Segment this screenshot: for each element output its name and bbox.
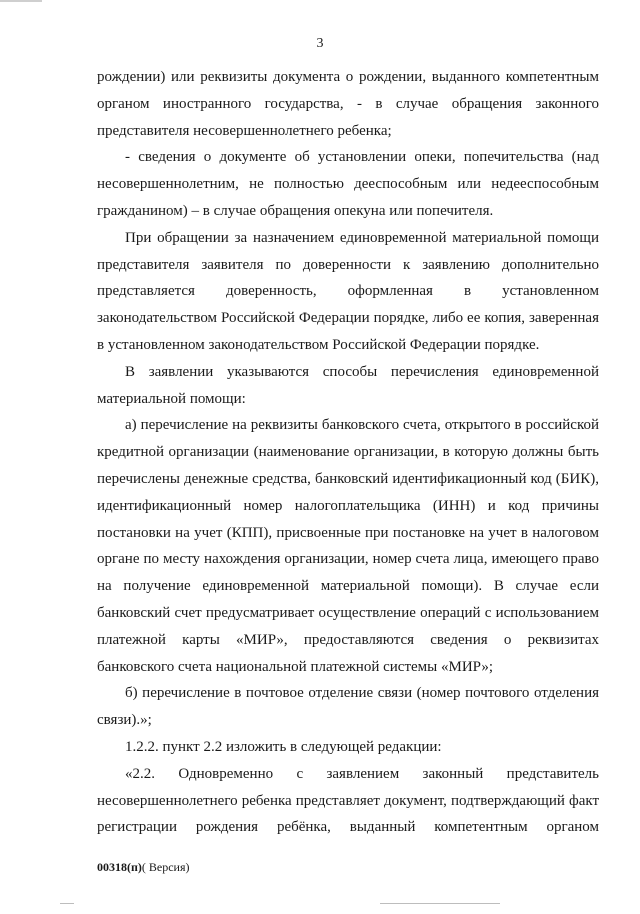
text-line: органом иностранного государства, - в случае обращения законного [97, 95, 599, 112]
text-line: перечислены денежные средства, банковский идентификационный код (БИК), [97, 470, 599, 487]
text-line: представителя заявителя по доверенности к заявлению дополнительно [97, 256, 599, 273]
text-line: 1.2.2. пункт 2.2 изложить в следующей редакции: [125, 738, 442, 755]
text-line: постановки на учет (КПП), присвоенные при постановке на учет в налоговом [97, 524, 599, 541]
scan-artifact [380, 903, 500, 904]
text-line: кредитной организации (наименование организации, в которую должны быть [97, 444, 599, 461]
text-line: - сведения о документе об установлении опеки, попечительства (над [125, 149, 599, 166]
document-footer [97, 860, 190, 875]
text-line: банковского счета национальной платежной системы «МИР»; [97, 658, 494, 675]
text-line: законодательством Российской Федерации порядке, либо ее копия, заверенная [97, 310, 599, 327]
text-line: «2.2. Одновременно с заявлением законный представитель [125, 765, 599, 782]
document-code: 00318(п) [97, 860, 142, 874]
text-line: б) перечисление в почтовое отделение связи (номер почтового отделения [125, 685, 599, 702]
text-line: идентификационный номер налогоплательщика (ИНН) и код причины [97, 497, 599, 514]
text-line: материальной помощи: [97, 390, 246, 407]
text-line: рождении) или реквизиты документа о рождении, выданного компетентным [97, 69, 599, 85]
text-line: а) перечисление на реквизиты банковского счета, открытого в российской [125, 417, 599, 434]
text-line: регистрации рождения ребёнка, выданный компетентным органом [97, 819, 599, 836]
text-line: несовершеннолетним, не полностью дееспособным или недееспособным [97, 176, 599, 193]
text-line: гражданином) – в случае обращения опекуна или попечителя. [97, 202, 494, 219]
document-body [97, 64, 599, 841]
document-version-note: ( Версия) [141, 860, 190, 874]
text-line: представителя несовершеннолетнего ребенка; [97, 122, 392, 139]
scan-artifact [60, 903, 74, 904]
text-line: на получение единовременной материальной помощи). В случае если [97, 578, 599, 595]
text-line: В заявлении указываются способы перечисления единовременной [125, 363, 599, 380]
page-number: 3 [316, 36, 324, 51]
text-line: связи).»; [97, 712, 152, 729]
text-line: платежной карты «МИР», предоставляются сведения о реквизитах [97, 631, 599, 648]
text-line: органе по месту нахождения организации, номер счета лица, имеющего право [97, 551, 599, 568]
text-line: банковский счет предусматривает осуществление операций с использованием [97, 604, 599, 621]
scan-edge-mark [0, 0, 42, 2]
text-line: представляется доверенность, оформленная в установленном [97, 283, 599, 300]
text-line: При обращении за назначением единовременной материальной помощи [125, 229, 599, 246]
text-line: несовершеннолетнего ребенка представляет документ, подтверждающий факт [97, 792, 599, 809]
text-line: в установленном законодательством Российской Федерации порядке. [97, 336, 540, 353]
